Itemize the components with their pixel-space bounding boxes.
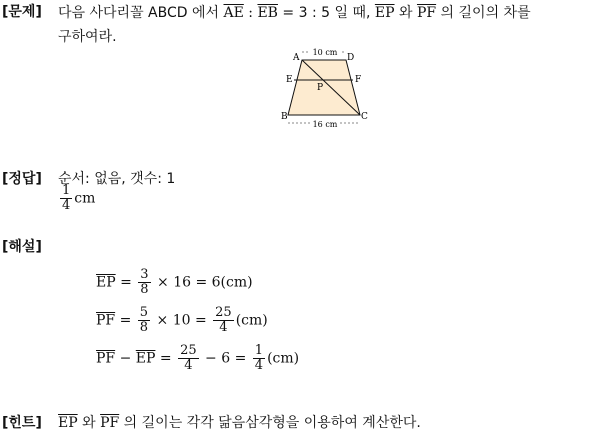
point-d: D — [347, 53, 355, 63]
point-a: A — [293, 53, 300, 63]
hint-label: [힌트] — [2, 415, 42, 431]
point-p: P — [317, 83, 324, 93]
segment-ae: $\overline{AE}$ — [223, 5, 244, 21]
trapezoid-shape — [288, 60, 360, 115]
point-f: F — [355, 75, 362, 85]
segment-ep: $\overline{EP}$ — [374, 5, 395, 21]
point-b: B — [281, 112, 288, 122]
solution-eq-1: $\overline{EP}$ = $\frac{3}{8}$ × 16 = 6(cm) — [96, 267, 253, 297]
segment-eb: $\overline{EB}$ — [257, 5, 278, 21]
hint-text: $\overline{EP}$ 와 $\overline{PF}$ 의 길이는 각각 닮음삼각형을 이용하여 계산한다. — [58, 415, 421, 431]
answer-label: [정답] — [2, 171, 42, 187]
top-length-label: 10 cm — [312, 48, 338, 57]
answer-value: $\frac{1}{4}$ cm — [62, 183, 96, 213]
problem-label: [문제] — [2, 4, 42, 20]
answer-text: 순서: 없음, 갯수: 1 — [58, 171, 176, 187]
problem-line-2: 구하여라. — [58, 29, 117, 45]
segment-pf: $\overline{PF}$ — [416, 5, 437, 21]
problem-line-1: 다음 사다리꼴 ABCD 에서 $\overline{AE}$ : $\overline{EB} = 3$ : 5 일 때, $\overline{EP}$ 와 $\overline{PF}$ 의 길이의 차를 — [58, 5, 531, 21]
point-c: C — [361, 112, 368, 122]
point-e: E — [286, 75, 293, 85]
solution-eq-2: $\overline{PF}$ = $\frac{5}{8}$ × 10 = $\frac{25}{4}$ (cm) — [96, 305, 268, 335]
solution-label: [해설] — [2, 239, 42, 255]
trapezoid-figure — [280, 46, 375, 131]
solution-eq-3: $\overline{PF} - \overline{EP}$ = $\frac{25}{4}$ − 6 = $\frac{1}{4}$ (cm) — [96, 343, 300, 373]
bottom-length-label: 16 cm — [312, 120, 338, 129]
